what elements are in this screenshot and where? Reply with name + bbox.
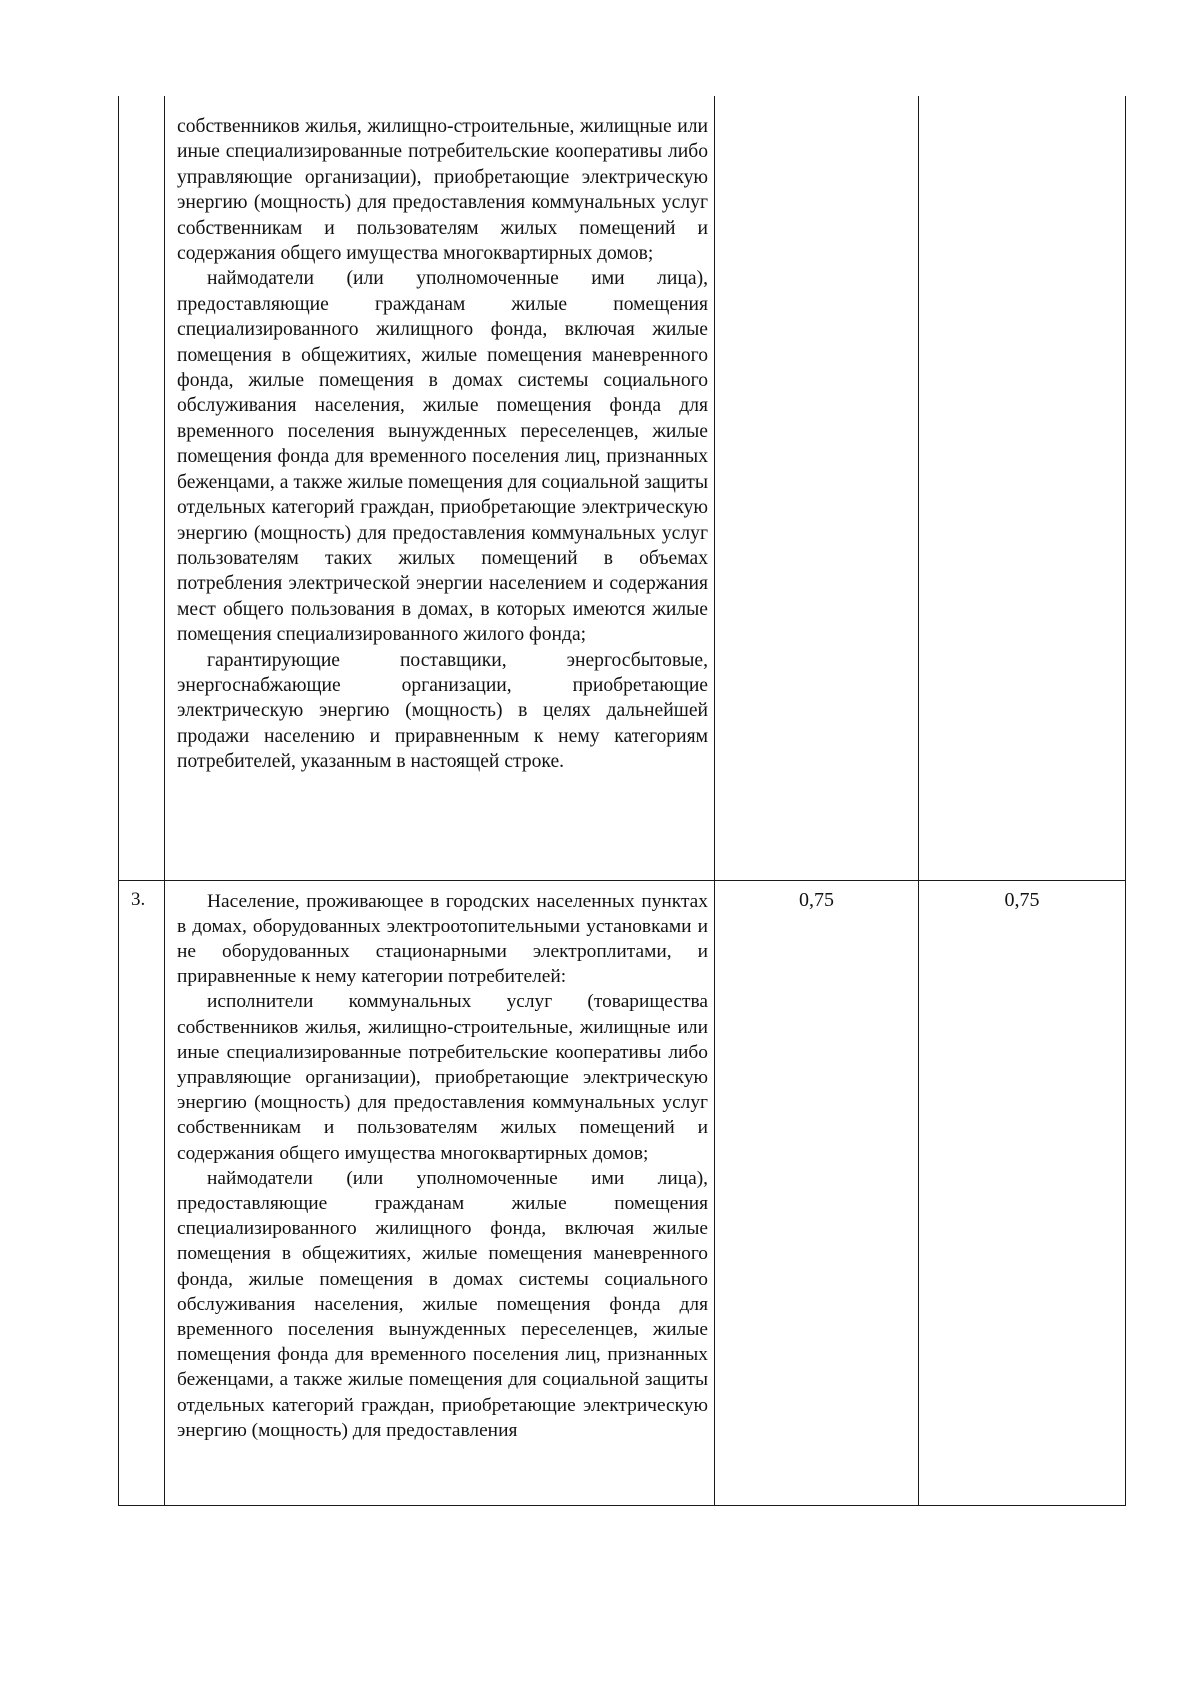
- row-number: [119, 96, 165, 880]
- value-cell-2: 0,75: [919, 880, 1126, 1505]
- paragraph: собственников жилья, жилищно-строительные, жилищные или иные специализированные потребительские кооперативы либо управляющие организации), приобретающие электрическую энергию (мощность) для предоставления коммунальных услуг собственникам и пользователям жилых помещений и содержания общего имущества многоквартирных домов;: [177, 116, 708, 265]
- paragraph: Население, проживающее в городских населенных пунктах в домах, оборудованных электроотопительными установками и не оборудованных стационарными электроплитами, и приравненные к нему категории потребителей:: [177, 890, 708, 988]
- paragraph: гарантирующие поставщики, энергосбытовые, энергоснабжающие организации, приобретающие электрическую энергию (мощность) в целях дальнейшей продажи населению и приравненным к нему категориям потребителей, указанным в настоящей строке.: [177, 649, 708, 773]
- row-number: 3.: [119, 880, 165, 1505]
- tariff-table: [118, 96, 1126, 1506]
- table-row: [119, 96, 1126, 880]
- value-cell-1: [715, 96, 919, 880]
- table-row: [119, 880, 1126, 1505]
- value-cell-1: 0,75: [715, 880, 919, 1505]
- paragraph: исполнители коммунальных услуг (товарищества собственников жилья, жилищно-строительные, жилищные или иные специализированные потребительские кооперативы либо управляющие организации), приобретающие электрическую энергию (мощность) для предоставления коммунальных услуг собственникам и пользователям жилых помещений и содержания общего имущества многоквартирных домов;: [177, 991, 708, 1164]
- row-description: [165, 880, 715, 1505]
- paragraph: наймодатели (или уполномоченные ими лица), предоставляющие гражданам жилые помещения специализированного жилищного фонда, включая жилые помещения в общежитиях, жилые помещения маневренного фонда, жилые помещения в домах системы социального обслуживания населения, жилые помещения фонда для временного поселения вынужденных переселенцев, жилые помещения фонда для временного поселения лиц, признанных беженцами, а также жилые помещения для социальной защиты отдельных категорий граждан, приобретающие электрическую энергию (мощность) для предоставления: [177, 1167, 708, 1441]
- row-description: [165, 96, 715, 880]
- paragraph: наймодатели (или уполномоченные ими лица), предоставляющие гражданам жилые помещения специализированного жилищного фонда, включая жилые помещения в общежитиях, жилые помещения маневренного фонда, жилые помещения в домах системы социального обслуживания населения, жилые помещения фонда для временного поселения вынужденных переселенцев, жилые помещения фонда для временного поселения лиц, признанных беженцами, а также жилые помещения для социальной защиты отдельных категорий граждан, приобретающие электрическую энергию (мощность) для предоставления коммунальных услуг пользователям таких жилых помещений в объемах потребления электрической энергии населением и содержания мест общего пользования в домах, в которых имеются жилые помещения специализированного жилого фонда;: [177, 268, 708, 646]
- value-cell-2: [919, 96, 1126, 880]
